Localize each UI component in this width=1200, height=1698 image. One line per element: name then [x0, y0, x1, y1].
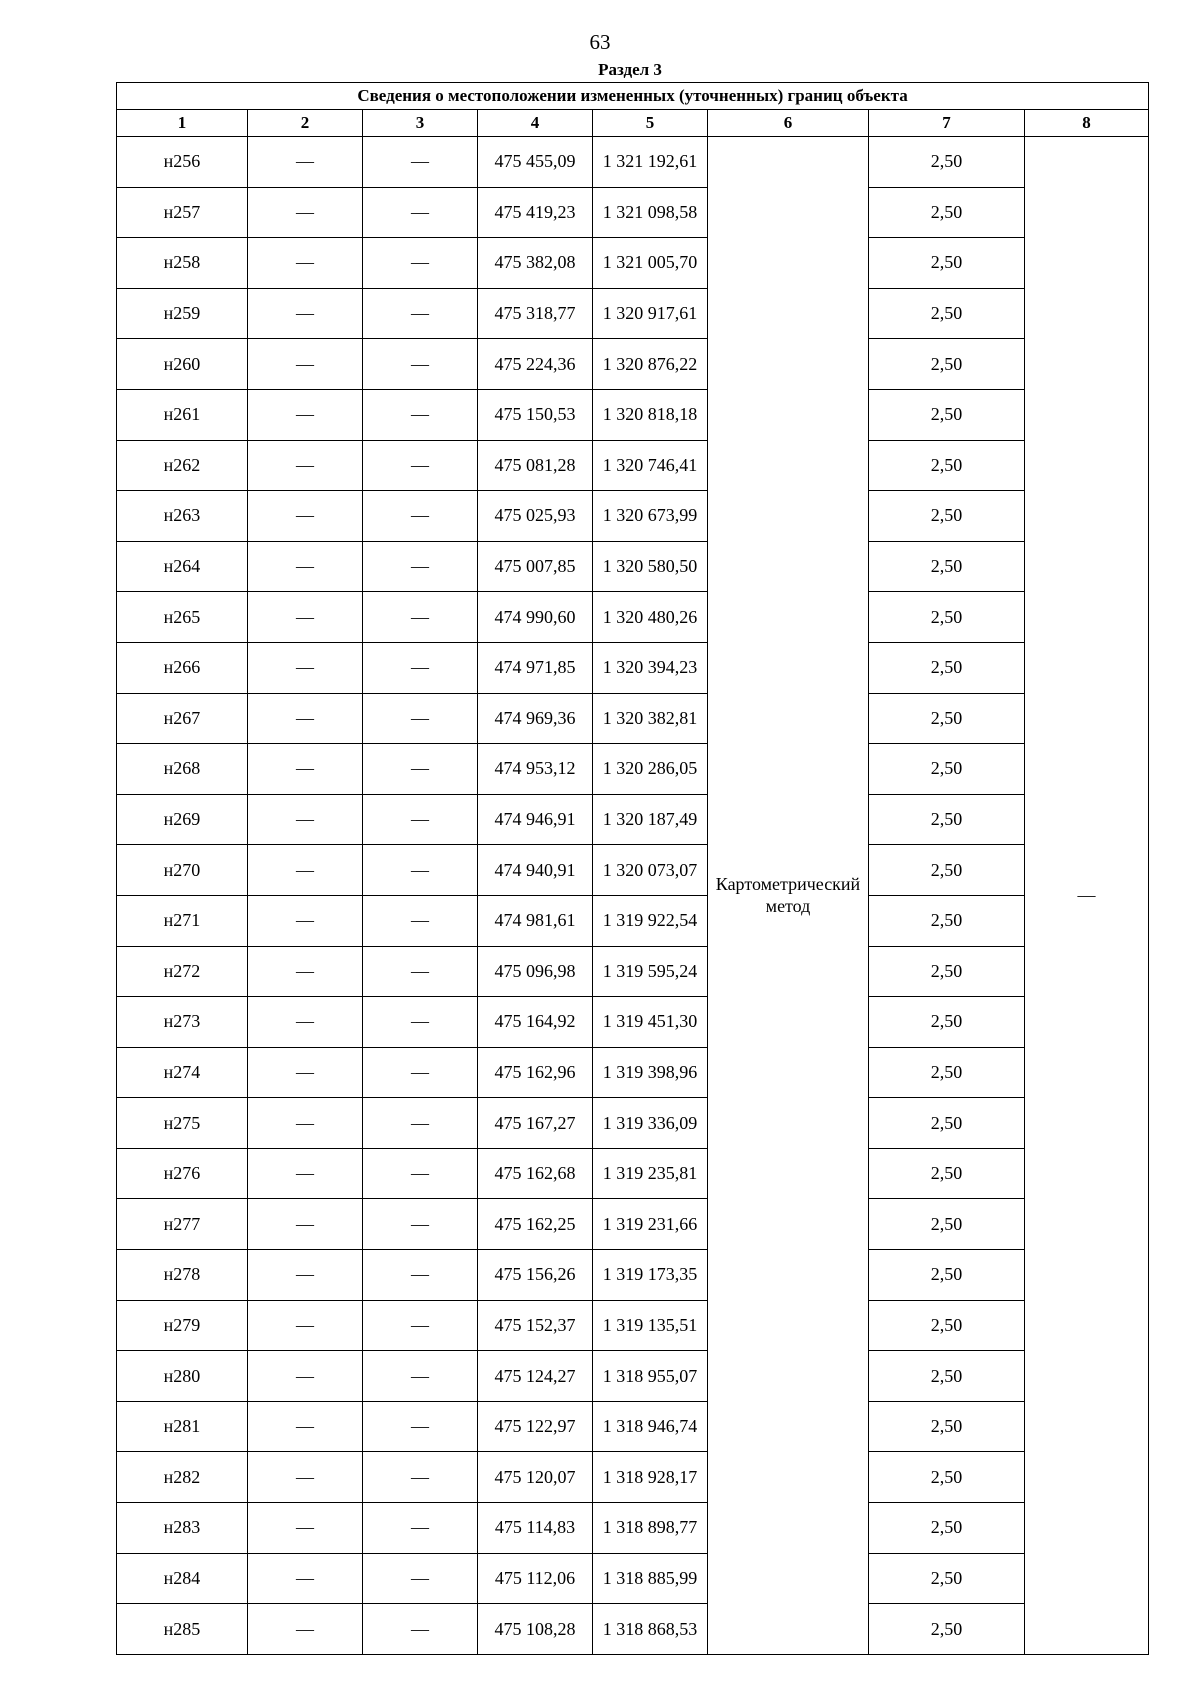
column-number-2: 2	[248, 110, 363, 137]
col3-value: —	[363, 491, 478, 542]
point-name: н261	[117, 389, 248, 440]
y-coordinate: 1 320 187,49	[593, 794, 708, 845]
accuracy-value: 2,50	[869, 288, 1025, 339]
x-coordinate: 475 162,68	[478, 1148, 593, 1199]
column-number-4: 4	[478, 110, 593, 137]
table-row	[117, 1604, 1149, 1655]
col3-value: —	[363, 389, 478, 440]
method-cell: Картометрический метод	[708, 137, 869, 1655]
x-coordinate: 474 940,91	[478, 845, 593, 896]
x-coordinate: 475 162,96	[478, 1047, 593, 1098]
col3-value: —	[363, 693, 478, 744]
column-number-5: 5	[593, 110, 708, 137]
col3-value: —	[363, 794, 478, 845]
x-coordinate: 474 990,60	[478, 592, 593, 643]
accuracy-value: 2,50	[869, 1351, 1025, 1402]
table-row	[117, 642, 1149, 693]
col2-value: —	[248, 1148, 363, 1199]
col2-value: —	[248, 288, 363, 339]
point-name: н282	[117, 1452, 248, 1503]
table-row	[117, 997, 1149, 1048]
x-coordinate: 474 953,12	[478, 744, 593, 795]
y-coordinate: 1 320 818,18	[593, 389, 708, 440]
x-coordinate: 475 152,37	[478, 1300, 593, 1351]
point-name: н268	[117, 744, 248, 795]
col2-value: —	[248, 1401, 363, 1452]
table-row	[117, 389, 1149, 440]
col3-value: —	[363, 187, 478, 238]
y-coordinate: 1 319 398,96	[593, 1047, 708, 1098]
col3-value: —	[363, 1300, 478, 1351]
y-coordinate: 1 320 876,22	[593, 339, 708, 390]
col2-value: —	[248, 440, 363, 491]
col2-value: —	[248, 137, 363, 188]
accuracy-value: 2,50	[869, 541, 1025, 592]
col2-value: —	[248, 1351, 363, 1402]
y-coordinate: 1 318 955,07	[593, 1351, 708, 1402]
table-row	[117, 238, 1149, 289]
table-row	[117, 440, 1149, 491]
y-coordinate: 1 321 005,70	[593, 238, 708, 289]
col3-value: —	[363, 1351, 478, 1402]
accuracy-value: 2,50	[869, 1401, 1025, 1452]
col2-value: —	[248, 845, 363, 896]
y-coordinate: 1 321 098,58	[593, 187, 708, 238]
x-coordinate: 475 025,93	[478, 491, 593, 542]
point-name: н284	[117, 1553, 248, 1604]
accuracy-value: 2,50	[869, 1148, 1025, 1199]
col2-value: —	[248, 1604, 363, 1655]
point-name: н279	[117, 1300, 248, 1351]
accuracy-value: 2,50	[869, 693, 1025, 744]
col2-value: —	[248, 1503, 363, 1554]
section-title: Раздел 3	[598, 60, 662, 79]
point-name: н281	[117, 1401, 248, 1452]
col2-value: —	[248, 1250, 363, 1301]
table-row	[117, 693, 1149, 744]
point-name: н270	[117, 845, 248, 896]
x-coordinate: 475 156,26	[478, 1250, 593, 1301]
col2-value: —	[248, 592, 363, 643]
col3-value: —	[363, 541, 478, 592]
x-coordinate: 475 122,97	[478, 1401, 593, 1452]
point-name: н272	[117, 946, 248, 997]
page-number: 63	[589, 30, 611, 54]
col3-value: —	[363, 845, 478, 896]
y-coordinate: 1 318 928,17	[593, 1452, 708, 1503]
accuracy-value: 2,50	[869, 1553, 1025, 1604]
x-coordinate: 475 162,25	[478, 1199, 593, 1250]
accuracy-value: 2,50	[869, 845, 1025, 896]
point-name: н258	[117, 238, 248, 289]
col3-value: —	[363, 642, 478, 693]
col2-value: —	[248, 1300, 363, 1351]
point-name: н274	[117, 1047, 248, 1098]
y-coordinate: 1 319 235,81	[593, 1148, 708, 1199]
table-row	[117, 1452, 1149, 1503]
table-row	[117, 339, 1149, 390]
accuracy-value: 2,50	[869, 895, 1025, 946]
column-number-row	[117, 110, 1149, 137]
x-coordinate: 474 971,85	[478, 642, 593, 693]
y-coordinate: 1 320 286,05	[593, 744, 708, 795]
x-coordinate: 475 114,83	[478, 1503, 593, 1554]
col3-value: —	[363, 1401, 478, 1452]
accuracy-value: 2,50	[869, 1300, 1025, 1351]
accuracy-value: 2,50	[869, 1604, 1025, 1655]
accuracy-value: 2,50	[869, 1098, 1025, 1149]
col3-value: —	[363, 1047, 478, 1098]
x-coordinate: 475 081,28	[478, 440, 593, 491]
table-row	[117, 1351, 1149, 1402]
point-name: н269	[117, 794, 248, 845]
col3-value: —	[363, 1250, 478, 1301]
x-coordinate: 475 150,53	[478, 389, 593, 440]
col3-value: —	[363, 1148, 478, 1199]
accuracy-value: 2,50	[869, 339, 1025, 390]
table-caption: Сведения о местоположении измененных (уточненных) границ объекта	[117, 83, 1149, 110]
accuracy-value: 2,50	[869, 1503, 1025, 1554]
y-coordinate: 1 320 746,41	[593, 440, 708, 491]
x-coordinate: 475 007,85	[478, 541, 593, 592]
accuracy-value: 2,50	[869, 1047, 1025, 1098]
point-name: н283	[117, 1503, 248, 1554]
col3-value: —	[363, 238, 478, 289]
accuracy-value: 2,50	[869, 1199, 1025, 1250]
col2-value: —	[248, 339, 363, 390]
table-body	[117, 137, 1149, 1655]
table-row	[117, 592, 1149, 643]
column-number-1: 1	[117, 110, 248, 137]
y-coordinate: 1 321 192,61	[593, 137, 708, 188]
table-row	[117, 137, 1149, 188]
x-coordinate: 475 419,23	[478, 187, 593, 238]
y-coordinate: 1 318 885,99	[593, 1553, 708, 1604]
point-name: н267	[117, 693, 248, 744]
accuracy-value: 2,50	[869, 491, 1025, 542]
table-row	[117, 1199, 1149, 1250]
point-name: н275	[117, 1098, 248, 1149]
y-coordinate: 1 319 173,35	[593, 1250, 708, 1301]
col3-value: —	[363, 1503, 478, 1554]
col3-value: —	[363, 895, 478, 946]
point-name: н271	[117, 895, 248, 946]
y-coordinate: 1 319 922,54	[593, 895, 708, 946]
table-row	[117, 1300, 1149, 1351]
x-coordinate: 475 108,28	[478, 1604, 593, 1655]
point-name: н260	[117, 339, 248, 390]
accuracy-value: 2,50	[869, 1452, 1025, 1503]
table-row	[117, 491, 1149, 542]
accuracy-value: 2,50	[869, 946, 1025, 997]
accuracy-value: 2,50	[869, 1250, 1025, 1301]
x-coordinate: 474 969,36	[478, 693, 593, 744]
col2-value: —	[248, 946, 363, 997]
table-row	[117, 1503, 1149, 1554]
y-coordinate: 1 320 917,61	[593, 288, 708, 339]
table-row	[117, 794, 1149, 845]
y-coordinate: 1 320 480,26	[593, 592, 708, 643]
x-coordinate: 475 224,36	[478, 339, 593, 390]
y-coordinate: 1 320 580,50	[593, 541, 708, 592]
table-row	[117, 946, 1149, 997]
column-number-6: 6	[708, 110, 869, 137]
col2-value: —	[248, 642, 363, 693]
accuracy-value: 2,50	[869, 187, 1025, 238]
accuracy-value: 2,50	[869, 389, 1025, 440]
col2-value: —	[248, 895, 363, 946]
y-coordinate: 1 320 673,99	[593, 491, 708, 542]
point-name: н259	[117, 288, 248, 339]
col2-value: —	[248, 491, 363, 542]
col3-value: —	[363, 1604, 478, 1655]
col3-value: —	[363, 288, 478, 339]
x-coordinate: 475 096,98	[478, 946, 593, 997]
col8-value: —	[1025, 137, 1149, 1655]
table-row	[117, 1148, 1149, 1199]
col3-value: —	[363, 592, 478, 643]
point-name: н266	[117, 642, 248, 693]
accuracy-value: 2,50	[869, 137, 1025, 188]
col2-value: —	[248, 389, 363, 440]
col2-value: —	[248, 693, 363, 744]
point-name: н285	[117, 1604, 248, 1655]
col3-value: —	[363, 339, 478, 390]
col3-value: —	[363, 744, 478, 795]
table-row	[117, 1401, 1149, 1452]
point-name: н280	[117, 1351, 248, 1402]
accuracy-value: 2,50	[869, 592, 1025, 643]
table-row	[117, 1098, 1149, 1149]
table-row	[117, 187, 1149, 238]
col2-value: —	[248, 1199, 363, 1250]
column-number-3: 3	[363, 110, 478, 137]
y-coordinate: 1 320 073,07	[593, 845, 708, 896]
col3-value: —	[363, 1199, 478, 1250]
y-coordinate: 1 318 868,53	[593, 1604, 708, 1655]
x-coordinate: 475 455,09	[478, 137, 593, 188]
point-name: н263	[117, 491, 248, 542]
table-row	[117, 845, 1149, 896]
col2-value: —	[248, 1098, 363, 1149]
point-name: н265	[117, 592, 248, 643]
point-name: н273	[117, 997, 248, 1048]
y-coordinate: 1 319 595,24	[593, 946, 708, 997]
col2-value: —	[248, 794, 363, 845]
col2-value: —	[248, 541, 363, 592]
col3-value: —	[363, 137, 478, 188]
accuracy-value: 2,50	[869, 794, 1025, 845]
table-row	[117, 541, 1149, 592]
col2-value: —	[248, 1553, 363, 1604]
y-coordinate: 1 320 382,81	[593, 693, 708, 744]
table-row	[117, 895, 1149, 946]
accuracy-value: 2,50	[869, 744, 1025, 795]
x-coordinate: 475 120,07	[478, 1452, 593, 1503]
y-coordinate: 1 319 336,09	[593, 1098, 708, 1149]
table-row	[117, 1553, 1149, 1604]
y-coordinate: 1 320 394,23	[593, 642, 708, 693]
point-name: н257	[117, 187, 248, 238]
col3-value: —	[363, 1098, 478, 1149]
column-number-8: 8	[1025, 110, 1149, 137]
x-coordinate: 475 167,27	[478, 1098, 593, 1149]
col2-value: —	[248, 1452, 363, 1503]
accuracy-value: 2,50	[869, 238, 1025, 289]
x-coordinate: 475 164,92	[478, 997, 593, 1048]
x-coordinate: 475 112,06	[478, 1553, 593, 1604]
x-coordinate: 475 124,27	[478, 1351, 593, 1402]
col2-value: —	[248, 744, 363, 795]
point-name: н256	[117, 137, 248, 188]
y-coordinate: 1 318 946,74	[593, 1401, 708, 1452]
column-number-7: 7	[869, 110, 1025, 137]
col3-value: —	[363, 1553, 478, 1604]
col2-value: —	[248, 238, 363, 289]
table-row	[117, 744, 1149, 795]
table-row	[117, 1250, 1149, 1301]
col3-value: —	[363, 946, 478, 997]
col2-value: —	[248, 997, 363, 1048]
point-name: н276	[117, 1148, 248, 1199]
x-coordinate: 474 946,91	[478, 794, 593, 845]
x-coordinate: 475 382,08	[478, 238, 593, 289]
coordinates-table	[116, 82, 1149, 1655]
col3-value: —	[363, 440, 478, 491]
y-coordinate: 1 318 898,77	[593, 1503, 708, 1554]
x-coordinate: 474 981,61	[478, 895, 593, 946]
y-coordinate: 1 319 231,66	[593, 1199, 708, 1250]
col2-value: —	[248, 1047, 363, 1098]
y-coordinate: 1 319 451,30	[593, 997, 708, 1048]
col3-value: —	[363, 1452, 478, 1503]
table-row	[117, 1047, 1149, 1098]
accuracy-value: 2,50	[869, 997, 1025, 1048]
point-name: н264	[117, 541, 248, 592]
point-name: н262	[117, 440, 248, 491]
point-name: н278	[117, 1250, 248, 1301]
y-coordinate: 1 319 135,51	[593, 1300, 708, 1351]
x-coordinate: 475 318,77	[478, 288, 593, 339]
table-row	[117, 288, 1149, 339]
point-name: н277	[117, 1199, 248, 1250]
accuracy-value: 2,50	[869, 642, 1025, 693]
col3-value: —	[363, 997, 478, 1048]
col2-value: —	[248, 187, 363, 238]
accuracy-value: 2,50	[869, 440, 1025, 491]
